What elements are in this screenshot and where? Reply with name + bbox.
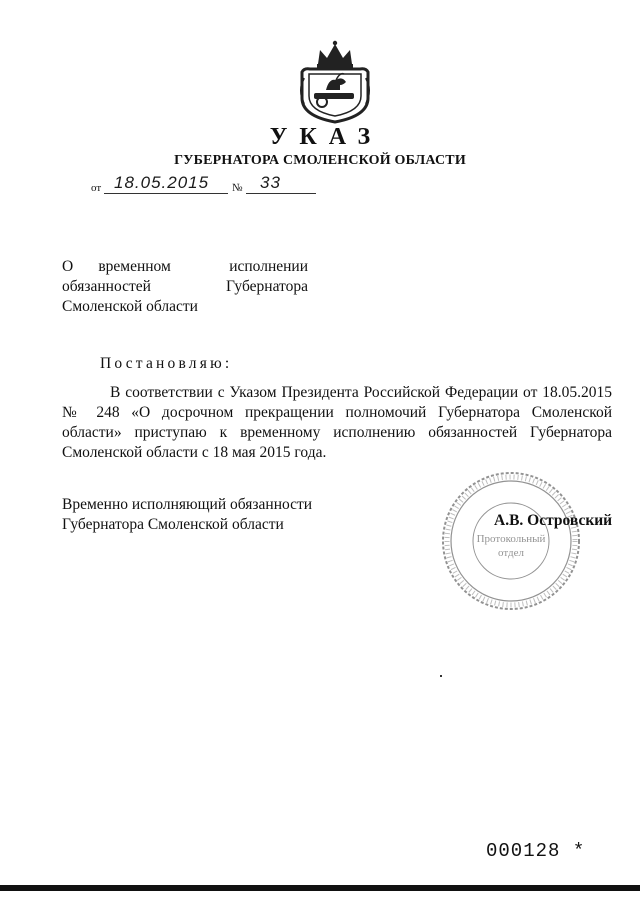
topic-word: Смоленской области [62, 298, 198, 315]
stray-mark [440, 675, 442, 677]
stamp-center-text: Протокольный [476, 533, 546, 545]
signatory-name: А.В. Островский [494, 512, 613, 529]
bottom-border-bar [0, 885, 640, 891]
topic-block [62, 257, 308, 317]
topic-word: обязанностей [62, 278, 151, 295]
topic-word: исполнении [229, 258, 308, 275]
position-line: Временно исполняющий обязанности [62, 496, 313, 513]
coat-of-arms-emblem [296, 38, 374, 124]
topic-word: О [62, 258, 74, 275]
signatory-position [62, 495, 312, 535]
main-paragraph: В соответствии с Указом Президента Российской Федерации от 18.05.2015 № 248 «О досрочном прекращении полномочий Губернатора Смоленской области» приступаю к временному исполнению обязанностей Губернатора Смоленской области с 18 мая 2015 года. [62, 384, 612, 461]
stamp-center-text: отдел [498, 547, 524, 559]
number-prefix: № [232, 182, 243, 194]
round-stamp [440, 470, 582, 612]
date-prefix: от [91, 182, 102, 194]
position-line: Губернатора Смоленской области [62, 516, 284, 533]
topic-word: временном [98, 258, 171, 275]
document-subtitle: ГУБЕРНАТОРА СМОЛЕНСКОЙ ОБЛАСТИ [174, 153, 466, 168]
document-title: УКАЗ [269, 124, 383, 150]
preamble-label: Постановляю: [100, 355, 233, 372]
number-handwritten: 33 [260, 173, 281, 192]
date-underline [104, 193, 228, 194]
date-handwritten: 18.05.2015 [114, 173, 210, 192]
topic-word: Губернатора [226, 278, 308, 295]
number-underline [246, 193, 316, 194]
document-serial-number: 000128 * [486, 840, 586, 862]
